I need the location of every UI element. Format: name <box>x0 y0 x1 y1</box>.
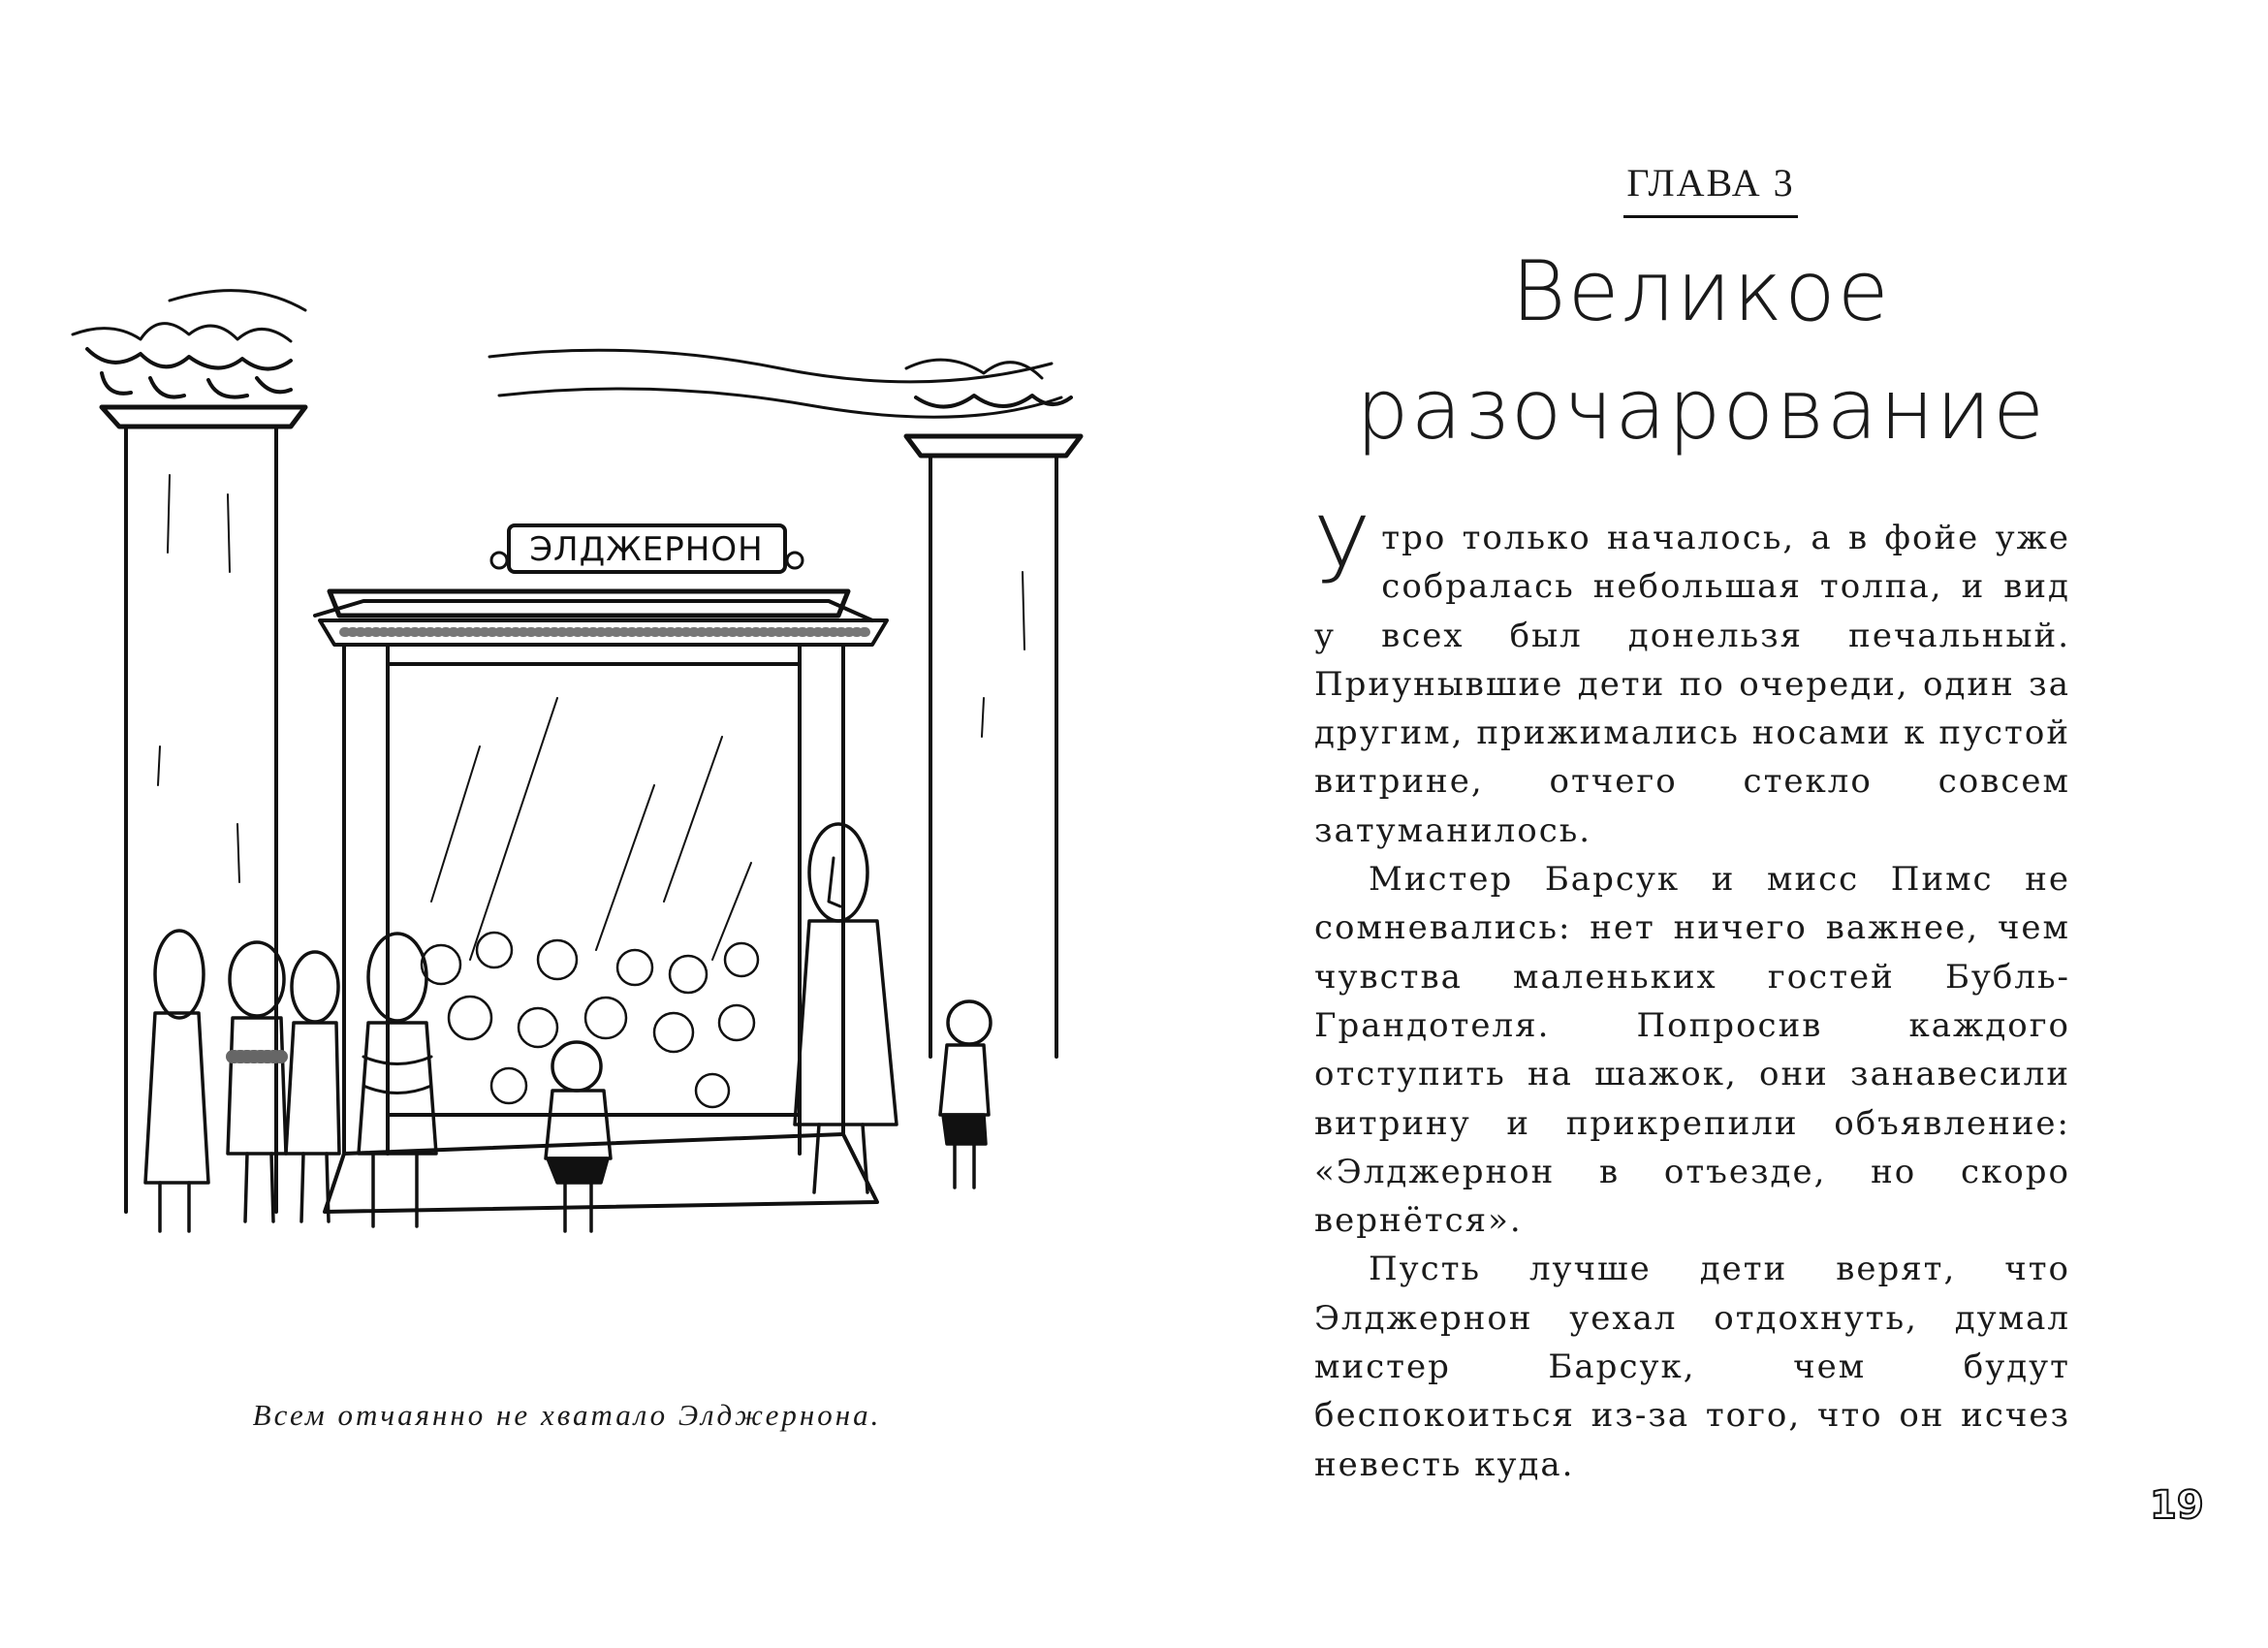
chapter-title-line-1: Великое <box>1511 243 1891 340</box>
crowd <box>145 824 991 1231</box>
drop-cap: У <box>1314 498 1372 604</box>
nameplate-sign <box>491 525 803 572</box>
illustration-foyer-display <box>53 281 1100 1280</box>
right-column <box>906 360 1081 1057</box>
nameplate-text: ЭЛДЖЕРНОН <box>529 530 764 569</box>
chapter-body <box>1314 498 2070 1489</box>
chapter-title-line-2: разочарование <box>1356 362 2046 459</box>
paragraph-3: Пусть лучше дети верят, что Элджернон уехал отдохнуть, думал мистер Барсук, чем будут беспокоиться из-за того, что он исчез невесть куда. <box>1314 1250 2070 1484</box>
paragraph-1 <box>1314 498 2070 855</box>
right-page <box>1134 0 2268 1648</box>
chapter-title <box>1134 233 2268 469</box>
page-number: 19 <box>2150 1483 2204 1528</box>
paragraph-2: Мистер Барсук и мисс Пимс не сомневались: нет ничего важнее, чем чувства маленьких гостей Бубль-Грандотеля. Попросив каждого отступить на шажок, они занавесили витрину и прикрепили объявление: «Элджернон в отъезде, но скоро вернётся». <box>1314 860 2070 1241</box>
empty-display-case <box>325 645 877 1212</box>
paragraph-1-text: тро только началось, а в фойе уже собралась небольшая толпа, и вид у всех был донельзя печальный. Приунывшие дети по очереди, один за другим, прижимались носами к пустой витрине, отчего стекло совсем затуманилось. <box>1314 519 2070 850</box>
illustration-caption: Всем отчаянно не хватало Элджернона. <box>252 1398 882 1432</box>
chapter-label: ГЛАВА 3 <box>1623 160 1798 218</box>
left-column <box>73 324 305 1212</box>
